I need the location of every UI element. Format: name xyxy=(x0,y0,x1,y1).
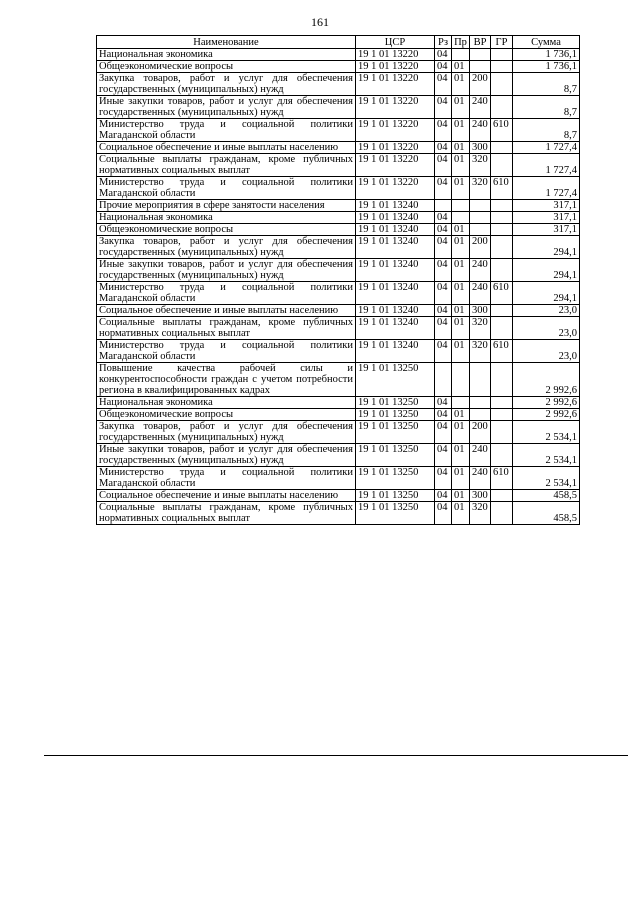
cell-rz: 04 xyxy=(435,409,452,421)
cell-pr: 01 xyxy=(452,154,470,177)
cell-sum: 1 736,1 xyxy=(513,49,580,61)
column-header-pr: Пр xyxy=(452,36,470,49)
table-row xyxy=(97,49,580,61)
cell-rz xyxy=(435,200,452,212)
table-row xyxy=(97,61,580,73)
cell-name: Министерство труда и социальной политики Магаданской области xyxy=(97,177,356,200)
table-row xyxy=(97,200,580,212)
cell-vr: 320 xyxy=(470,317,491,340)
table-row xyxy=(97,154,580,177)
cell-name: Иные закупки товаров, работ и услуг для обеспечения государственных (муниципальных) нужд xyxy=(97,96,356,119)
cell-sum: 23,0 xyxy=(513,305,580,317)
cell-gr xyxy=(491,409,513,421)
cell-gr xyxy=(491,363,513,397)
cell-gr xyxy=(491,502,513,525)
cell-sum: 1 727,4 xyxy=(513,177,580,200)
table-row xyxy=(97,305,580,317)
cell-rz: 04 xyxy=(435,397,452,409)
cell-gr xyxy=(491,421,513,444)
cell-pr: 01 xyxy=(452,73,470,96)
cell-pr: 01 xyxy=(452,282,470,305)
table-row xyxy=(97,224,580,236)
cell-sum: 2 992,6 xyxy=(513,397,580,409)
cell-sum: 23,0 xyxy=(513,340,580,363)
cell-name: Министерство труда и социальной политики Магаданской области xyxy=(97,467,356,490)
cell-sum: 317,1 xyxy=(513,212,580,224)
cell-name: Социальное обеспечение и иные выплаты населению xyxy=(97,142,356,154)
cell-csr: 19 1 01 13240 xyxy=(356,317,435,340)
cell-name: Иные закупки товаров, работ и услуг для обеспечения государственных (муниципальных) нужд xyxy=(97,444,356,467)
cell-sum: 2 534,1 xyxy=(513,444,580,467)
cell-pr: 01 xyxy=(452,502,470,525)
cell-vr: 240 xyxy=(470,467,491,490)
cell-sum: 1 727,4 xyxy=(513,142,580,154)
cell-csr: 19 1 01 13220 xyxy=(356,61,435,73)
cell-rz: 04 xyxy=(435,224,452,236)
table-row xyxy=(97,409,580,421)
cell-csr: 19 1 01 13240 xyxy=(356,236,435,259)
cell-gr: 610 xyxy=(491,282,513,305)
cell-csr: 19 1 01 13240 xyxy=(356,340,435,363)
cell-pr xyxy=(452,397,470,409)
cell-csr: 19 1 01 13250 xyxy=(356,490,435,502)
cell-sum: 23,0 xyxy=(513,317,580,340)
cell-vr: 200 xyxy=(470,236,491,259)
cell-csr: 19 1 01 13240 xyxy=(356,305,435,317)
cell-gr: 610 xyxy=(491,119,513,142)
cell-pr: 01 xyxy=(452,444,470,467)
cell-rz: 04 xyxy=(435,142,452,154)
column-header-rz: Рз xyxy=(435,36,452,49)
table-row xyxy=(97,444,580,467)
cell-vr: 240 xyxy=(470,119,491,142)
cell-sum: 2 992,6 xyxy=(513,363,580,397)
table-row xyxy=(97,502,580,525)
cell-name: Закупка товаров, работ и услуг для обеспечения государственных (муниципальных) нужд xyxy=(97,421,356,444)
cell-sum: 294,1 xyxy=(513,259,580,282)
cell-sum: 317,1 xyxy=(513,224,580,236)
cell-vr: 320 xyxy=(470,502,491,525)
cell-sum: 294,1 xyxy=(513,236,580,259)
table-row xyxy=(97,73,580,96)
column-header-csr: ЦСР xyxy=(356,36,435,49)
cell-csr: 19 1 01 13250 xyxy=(356,502,435,525)
cell-rz: 04 xyxy=(435,154,452,177)
cell-name: Закупка товаров, работ и услуг для обеспечения государственных (муниципальных) нужд xyxy=(97,236,356,259)
cell-pr: 01 xyxy=(452,177,470,200)
cell-vr xyxy=(470,212,491,224)
cell-csr: 19 1 01 13250 xyxy=(356,421,435,444)
cell-pr xyxy=(452,200,470,212)
table-row xyxy=(97,177,580,200)
cell-name: Общеэкономические вопросы xyxy=(97,61,356,73)
cell-sum: 8,7 xyxy=(513,119,580,142)
table-row xyxy=(97,119,580,142)
cell-pr: 01 xyxy=(452,142,470,154)
cell-gr xyxy=(491,49,513,61)
table-row xyxy=(97,259,580,282)
cell-rz: 04 xyxy=(435,259,452,282)
cell-gr xyxy=(491,61,513,73)
table-row xyxy=(97,421,580,444)
cell-vr xyxy=(470,61,491,73)
table-row xyxy=(97,212,580,224)
cell-pr: 01 xyxy=(452,96,470,119)
cell-gr xyxy=(491,397,513,409)
cell-sum: 458,5 xyxy=(513,502,580,525)
cell-csr: 19 1 01 13220 xyxy=(356,96,435,119)
cell-pr: 01 xyxy=(452,467,470,490)
cell-name: Национальная экономика xyxy=(97,49,356,61)
cell-pr: 01 xyxy=(452,317,470,340)
table-row xyxy=(97,467,580,490)
cell-rz: 04 xyxy=(435,212,452,224)
cell-vr: 200 xyxy=(470,421,491,444)
table-row xyxy=(97,96,580,119)
cell-csr: 19 1 01 13250 xyxy=(356,363,435,397)
cell-rz: 04 xyxy=(435,467,452,490)
cell-gr xyxy=(491,96,513,119)
cell-vr xyxy=(470,409,491,421)
cell-rz: 04 xyxy=(435,73,452,96)
cell-csr: 19 1 01 13220 xyxy=(356,119,435,142)
cell-pr: 01 xyxy=(452,490,470,502)
cell-rz: 04 xyxy=(435,177,452,200)
cell-gr: 610 xyxy=(491,467,513,490)
cell-gr xyxy=(491,317,513,340)
cell-gr xyxy=(491,224,513,236)
cell-sum: 1 727,4 xyxy=(513,154,580,177)
cell-vr: 300 xyxy=(470,305,491,317)
cell-vr: 300 xyxy=(470,490,491,502)
cell-rz: 04 xyxy=(435,49,452,61)
cell-gr xyxy=(491,444,513,467)
cell-csr: 19 1 01 13240 xyxy=(356,224,435,236)
cell-csr: 19 1 01 13220 xyxy=(356,154,435,177)
cell-csr: 19 1 01 13250 xyxy=(356,409,435,421)
cell-pr xyxy=(452,212,470,224)
cell-csr: 19 1 01 13250 xyxy=(356,467,435,490)
cell-name: Министерство труда и социальной политики Магаданской области xyxy=(97,340,356,363)
cell-gr xyxy=(491,305,513,317)
cell-pr: 01 xyxy=(452,305,470,317)
cell-pr xyxy=(452,363,470,397)
table-body xyxy=(97,49,580,525)
cell-rz: 04 xyxy=(435,305,452,317)
cell-sum: 294,1 xyxy=(513,282,580,305)
table-row xyxy=(97,363,580,397)
cell-gr xyxy=(491,200,513,212)
cell-csr: 19 1 01 13240 xyxy=(356,259,435,282)
table-row xyxy=(97,236,580,259)
cell-gr xyxy=(491,73,513,96)
column-header-name: Наименование xyxy=(97,36,356,49)
cell-vr: 240 xyxy=(470,259,491,282)
header-row xyxy=(97,36,580,49)
cell-name: Общеэкономические вопросы xyxy=(97,224,356,236)
cell-csr: 19 1 01 13220 xyxy=(356,142,435,154)
cell-csr: 19 1 01 13250 xyxy=(356,397,435,409)
cell-rz: 04 xyxy=(435,119,452,142)
cell-vr: 200 xyxy=(470,73,491,96)
cell-sum: 317,1 xyxy=(513,200,580,212)
cell-vr: 240 xyxy=(470,282,491,305)
cell-rz: 04 xyxy=(435,490,452,502)
cell-sum: 2 534,1 xyxy=(513,421,580,444)
cell-vr: 320 xyxy=(470,340,491,363)
cell-pr: 01 xyxy=(452,236,470,259)
cell-name: Повышение качества рабочей силы и конкурентоспособности граждан с учетом потребности региона в квалифицированных кадрах xyxy=(97,363,356,397)
cell-name: Министерство труда и социальной политики Магаданской области xyxy=(97,282,356,305)
table-row xyxy=(97,142,580,154)
cell-name: Социальные выплаты гражданам, кроме публичных нормативных социальных выплат xyxy=(97,317,356,340)
page-number: 161 xyxy=(311,15,329,29)
cell-rz: 04 xyxy=(435,502,452,525)
cell-vr xyxy=(470,397,491,409)
cell-vr: 240 xyxy=(470,96,491,119)
cell-pr xyxy=(452,49,470,61)
cell-csr: 19 1 01 13240 xyxy=(356,282,435,305)
cell-csr: 19 1 01 13240 xyxy=(356,200,435,212)
cell-rz: 04 xyxy=(435,340,452,363)
cell-name: Социальные выплаты гражданам, кроме публичных нормативных социальных выплат xyxy=(97,502,356,525)
cell-name: Социальные выплаты гражданам, кроме публичных нормативных социальных выплат xyxy=(97,154,356,177)
cell-vr xyxy=(470,49,491,61)
column-header-sum: Сумма xyxy=(513,36,580,49)
bottom-rule xyxy=(44,755,628,756)
cell-pr: 01 xyxy=(452,409,470,421)
cell-gr xyxy=(491,142,513,154)
cell-vr xyxy=(470,200,491,212)
table-row xyxy=(97,490,580,502)
cell-sum: 458,5 xyxy=(513,490,580,502)
cell-gr xyxy=(491,154,513,177)
cell-name: Закупка товаров, работ и услуг для обеспечения государственных (муниципальных) нужд xyxy=(97,73,356,96)
cell-rz xyxy=(435,363,452,397)
cell-pr: 01 xyxy=(452,421,470,444)
cell-rz: 04 xyxy=(435,236,452,259)
cell-rz: 04 xyxy=(435,96,452,119)
cell-gr: 610 xyxy=(491,340,513,363)
cell-name: Иные закупки товаров, работ и услуг для обеспечения государственных (муниципальных) нужд xyxy=(97,259,356,282)
cell-pr: 01 xyxy=(452,259,470,282)
cell-name: Общеэкономические вопросы xyxy=(97,409,356,421)
table-row xyxy=(97,397,580,409)
cell-pr: 01 xyxy=(452,119,470,142)
cell-gr xyxy=(491,212,513,224)
budget-table xyxy=(96,35,580,525)
cell-name: Национальная экономика xyxy=(97,397,356,409)
cell-vr: 240 xyxy=(470,444,491,467)
table-header xyxy=(97,36,580,49)
cell-sum: 1 736,1 xyxy=(513,61,580,73)
column-header-gr: ГР xyxy=(491,36,513,49)
cell-vr: 320 xyxy=(470,177,491,200)
cell-sum: 8,7 xyxy=(513,73,580,96)
cell-rz: 04 xyxy=(435,317,452,340)
cell-name: Министерство труда и социальной политики Магаданской области xyxy=(97,119,356,142)
cell-sum: 2 534,1 xyxy=(513,467,580,490)
cell-rz: 04 xyxy=(435,282,452,305)
cell-csr: 19 1 01 13220 xyxy=(356,177,435,200)
cell-rz: 04 xyxy=(435,421,452,444)
cell-vr: 300 xyxy=(470,142,491,154)
cell-rz: 04 xyxy=(435,444,452,467)
cell-pr: 01 xyxy=(452,61,470,73)
cell-gr xyxy=(491,259,513,282)
cell-name: Социальное обеспечение и иные выплаты населению xyxy=(97,490,356,502)
cell-name: Прочие мероприятия в сфере занятости населения xyxy=(97,200,356,212)
cell-csr: 19 1 01 13220 xyxy=(356,49,435,61)
cell-name: Социальное обеспечение и иные выплаты населению xyxy=(97,305,356,317)
cell-vr xyxy=(470,224,491,236)
cell-sum: 2 992,6 xyxy=(513,409,580,421)
cell-pr: 01 xyxy=(452,224,470,236)
cell-csr: 19 1 01 13220 xyxy=(356,73,435,96)
table-row xyxy=(97,282,580,305)
table-row xyxy=(97,317,580,340)
table-row xyxy=(97,340,580,363)
cell-vr: 320 xyxy=(470,154,491,177)
cell-sum: 8,7 xyxy=(513,96,580,119)
cell-vr xyxy=(470,363,491,397)
cell-gr xyxy=(491,236,513,259)
cell-name: Национальная экономика xyxy=(97,212,356,224)
cell-csr: 19 1 01 13250 xyxy=(356,444,435,467)
cell-rz: 04 xyxy=(435,61,452,73)
cell-csr: 19 1 01 13240 xyxy=(356,212,435,224)
column-header-vr: ВР xyxy=(470,36,491,49)
cell-pr: 01 xyxy=(452,340,470,363)
cell-gr: 610 xyxy=(491,177,513,200)
cell-gr xyxy=(491,490,513,502)
